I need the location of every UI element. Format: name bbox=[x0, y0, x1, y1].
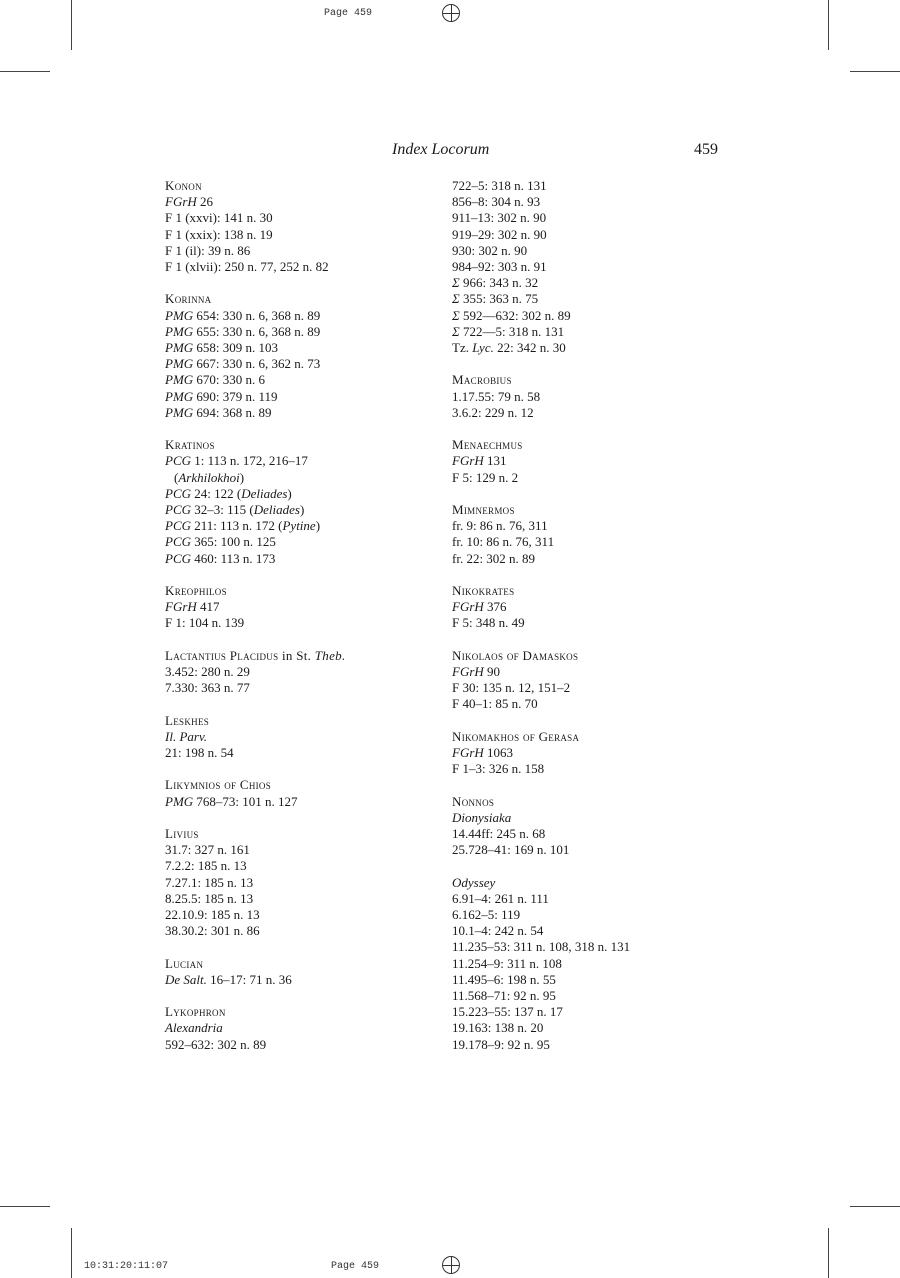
citation-segment: fr. 10: 86 n. 76, 311 bbox=[452, 534, 555, 550]
citation-segment: F 1 (xxix): 138 n. 19 bbox=[165, 226, 273, 242]
citation-italic-segment: Σ bbox=[452, 291, 460, 307]
index-column-right bbox=[452, 178, 752, 1069]
index-entry bbox=[452, 729, 752, 778]
index-citation-line bbox=[165, 729, 435, 745]
index-citation-line bbox=[165, 875, 435, 891]
citation-italic-segment: PMG bbox=[165, 388, 194, 404]
index-entry bbox=[165, 178, 435, 275]
index-entry-heading bbox=[165, 178, 435, 194]
heading-suffix-segment: in St. bbox=[278, 647, 315, 663]
print-timestamp: 10:31:20:11:07 bbox=[84, 1261, 169, 1272]
citation-segment: ) bbox=[287, 485, 292, 501]
citation-italic-segment: PMG bbox=[165, 307, 194, 323]
index-citation-line bbox=[165, 664, 435, 680]
citation-segment: F 1: 104 n. 139 bbox=[165, 615, 245, 631]
index-citation-line bbox=[165, 1020, 435, 1036]
citation-segment: 22.10.9: 185 n. 13 bbox=[165, 907, 260, 923]
citation-segment: 722–5: 318 n. 131 bbox=[452, 178, 547, 193]
citation-segment: F 1 (il): 39 n. 86 bbox=[165, 242, 251, 258]
index-entry bbox=[165, 291, 435, 421]
citation-segment: 911–13: 302 n. 90 bbox=[452, 210, 547, 226]
citation-segment: ( bbox=[174, 469, 179, 485]
citation-italic-segment: PMG bbox=[165, 404, 194, 420]
index-citation-line bbox=[165, 372, 435, 388]
citation-segment: 11.495–6: 198 n. 55 bbox=[452, 971, 556, 987]
citation-italic-segment: Odyssey bbox=[452, 874, 496, 890]
index-citation-line bbox=[452, 470, 752, 486]
citation-segment: 24: 122 ( bbox=[191, 485, 242, 501]
citation-italic-segment: FGrH bbox=[165, 599, 197, 615]
heading-name: Lykophron bbox=[165, 1004, 226, 1020]
heading-name: Kratinos bbox=[165, 437, 215, 453]
citation-segment: 14.44ff: 245 n. 68 bbox=[452, 826, 546, 842]
index-citation-line bbox=[452, 680, 752, 696]
index-citation-line bbox=[452, 599, 752, 615]
index-entry-heading bbox=[452, 502, 752, 518]
index-citation-line bbox=[452, 826, 752, 842]
index-entry-heading bbox=[165, 826, 435, 842]
citation-segment: 211: 113 n. 172 ( bbox=[191, 518, 283, 534]
index-citation-line bbox=[165, 794, 435, 810]
index-citation-line bbox=[452, 291, 752, 307]
index-citation-line bbox=[452, 615, 752, 631]
heading-name: Lactantius Placidus bbox=[165, 647, 279, 663]
heading-suffix-segment: Theb. bbox=[314, 647, 346, 663]
index-citation-line bbox=[165, 502, 435, 518]
heading-name: Leskhes bbox=[165, 712, 210, 728]
index-citation-line bbox=[452, 405, 752, 421]
index-entry bbox=[165, 956, 435, 988]
citation-segment: 25.728–41: 169 n. 101 bbox=[452, 842, 570, 858]
citation-segment: fr. 22: 302 n. 89 bbox=[452, 550, 536, 566]
citation-segment: 658: 309 n. 103 bbox=[193, 340, 279, 356]
citation-segment: 6.91–4: 261 n. 111 bbox=[452, 890, 549, 906]
heading-name: Nikokrates bbox=[452, 583, 515, 599]
index-entry bbox=[165, 713, 435, 762]
index-entry-heading bbox=[165, 583, 435, 599]
index-citation-line bbox=[452, 227, 752, 243]
heading-name: Konon bbox=[165, 178, 202, 193]
index-entry-heading bbox=[165, 648, 435, 664]
index-citation-line bbox=[452, 1020, 752, 1036]
index-citation-line bbox=[165, 389, 435, 405]
citation-segment: 460: 113 n. 173 bbox=[191, 550, 276, 566]
index-entry bbox=[165, 1004, 435, 1053]
index-citation-line bbox=[452, 534, 752, 550]
index-citation-line bbox=[165, 324, 435, 340]
citation-segment: 3.452: 280 n. 29 bbox=[165, 664, 250, 680]
index-citation-line bbox=[165, 745, 435, 761]
citation-segment: 655: 330 n. 6, 368 n. 89 bbox=[193, 323, 321, 339]
citation-segment: 7.330: 363 n. 77 bbox=[165, 680, 250, 696]
index-citation-line bbox=[165, 259, 435, 275]
index-entry bbox=[165, 648, 435, 697]
index-citation-line bbox=[165, 194, 435, 210]
crop-mark bbox=[828, 0, 829, 50]
crop-mark bbox=[71, 0, 72, 50]
index-entry bbox=[452, 437, 752, 486]
index-entry bbox=[452, 648, 752, 713]
crop-mark bbox=[0, 71, 50, 72]
index-citation-line bbox=[452, 340, 752, 356]
index-citation-line bbox=[452, 1037, 752, 1053]
index-citation-line bbox=[165, 972, 435, 988]
index-citation-line bbox=[452, 696, 752, 712]
heading-name: Lucian bbox=[165, 955, 204, 971]
citation-segment: 90 bbox=[483, 664, 501, 680]
index-citation-line bbox=[165, 1037, 435, 1053]
index-citation-line bbox=[165, 842, 435, 858]
index-citation-line bbox=[165, 210, 435, 226]
index-citation-line bbox=[165, 308, 435, 324]
citation-segment: Tz. bbox=[452, 340, 473, 356]
citation-segment: 1063 bbox=[483, 745, 514, 761]
citation-italic-segment: PCG bbox=[165, 502, 191, 518]
index-entry bbox=[452, 794, 752, 859]
index-citation-line bbox=[165, 486, 435, 502]
index-citation-line bbox=[452, 972, 752, 988]
index-entry bbox=[452, 875, 752, 1053]
citation-italic-segment: Σ bbox=[452, 275, 460, 291]
index-citation-line bbox=[452, 745, 752, 761]
citation-segment: 11.235–53: 311 n. 108, 318 n. 131 bbox=[452, 939, 631, 955]
index-entry-heading bbox=[165, 1004, 435, 1020]
index-column-left bbox=[165, 178, 435, 1069]
citation-italic-segment: FGrH bbox=[452, 664, 484, 680]
citation-italic-segment: PCG bbox=[165, 453, 191, 469]
index-citation-line bbox=[452, 389, 752, 405]
registration-mark-icon bbox=[442, 4, 460, 22]
citation-segment: ) bbox=[239, 469, 245, 485]
index-citation-line bbox=[452, 988, 752, 1004]
citation-italic-segment: Il. Parv. bbox=[165, 728, 207, 744]
index-citation-line bbox=[452, 453, 752, 469]
print-page-label-top: Page 459 bbox=[324, 8, 373, 19]
index-entry bbox=[452, 178, 752, 356]
index-citation-line bbox=[165, 227, 435, 243]
citation-segment: 768–73: 101 n. 127 bbox=[193, 793, 298, 809]
citation-segment: F 5: 348 n. 49 bbox=[452, 615, 525, 631]
citation-italic-segment: Σ bbox=[452, 307, 460, 323]
citation-italic-segment: Deliades bbox=[241, 485, 288, 501]
index-entry bbox=[165, 437, 435, 567]
index-entry-heading bbox=[452, 372, 752, 388]
index-citation-line bbox=[165, 615, 435, 631]
index-citation-line bbox=[452, 275, 752, 291]
citation-segment: 6.162–5: 119 bbox=[452, 907, 521, 923]
index-citation-line bbox=[165, 907, 435, 923]
index-entry-heading bbox=[165, 713, 435, 729]
index-citation-line bbox=[452, 761, 752, 777]
heading-name: Livius bbox=[165, 826, 199, 842]
index-citation-line bbox=[165, 551, 435, 567]
index-citation-line bbox=[452, 178, 752, 194]
citation-italic-segment: Lyc. bbox=[472, 340, 494, 356]
citation-segment: 10.1–4: 242 n. 54 bbox=[452, 923, 544, 939]
page-number: 459 bbox=[694, 141, 718, 158]
citation-segment: fr. 9: 86 n. 76, 311 bbox=[452, 518, 548, 534]
citation-segment: 32–3: 115 ( bbox=[191, 502, 254, 518]
citation-segment: 11.254–9: 311 n. 108 bbox=[452, 955, 562, 971]
citation-segment: F 1 (xxvi): 141 n. 30 bbox=[165, 210, 273, 226]
citation-segment: 919–29: 302 n. 90 bbox=[452, 226, 547, 242]
index-citation-line bbox=[165, 405, 435, 421]
index-entry-heading bbox=[165, 956, 435, 972]
citation-segment: 7.2.2: 185 n. 13 bbox=[165, 858, 247, 874]
index-citation-line bbox=[452, 907, 752, 923]
index-citation-line bbox=[165, 891, 435, 907]
index-entry-heading bbox=[452, 437, 752, 453]
citation-segment: 16–17: 71 n. 36 bbox=[206, 971, 292, 987]
citation-segment: 19.163: 138 n. 20 bbox=[452, 1020, 544, 1036]
citation-italic-segment: PCG bbox=[165, 534, 191, 550]
index-entry bbox=[452, 502, 752, 567]
citation-segment: 984–92: 303 n. 91 bbox=[452, 259, 547, 275]
citation-italic-segment: Alexandria bbox=[165, 1020, 223, 1036]
citation-italic-segment: FGrH bbox=[452, 599, 484, 615]
citation-italic-segment: PMG bbox=[165, 356, 194, 372]
index-citation-line bbox=[452, 324, 752, 340]
index-entry bbox=[165, 583, 435, 632]
citation-segment: 22: 342 n. 30 bbox=[493, 340, 566, 356]
citation-segment: 3.6.2: 229 n. 12 bbox=[452, 404, 534, 420]
citation-segment: ) bbox=[315, 518, 321, 534]
citation-segment: 355: 363 n. 75 bbox=[459, 291, 539, 307]
citation-italic-segment: Dionysiaka bbox=[452, 809, 512, 825]
citation-segment: 365: 100 n. 125 bbox=[191, 534, 276, 550]
index-citation-line bbox=[452, 939, 752, 955]
index-entry bbox=[165, 826, 435, 939]
crop-mark bbox=[850, 1206, 900, 1207]
index-entry-heading bbox=[165, 437, 435, 453]
citation-segment: 856–8: 304 n. 93 bbox=[452, 194, 541, 210]
index-citation-line bbox=[452, 810, 752, 826]
citation-segment: 8.25.5: 185 n. 13 bbox=[165, 890, 254, 906]
citation-segment: 31.7: 327 n. 161 bbox=[165, 842, 250, 858]
citation-segment: 670: 330 n. 6 bbox=[193, 372, 266, 388]
index-citation-line bbox=[165, 453, 435, 469]
citation-italic-segment: PMG bbox=[165, 323, 194, 339]
citation-segment: 7.27.1: 185 n. 13 bbox=[165, 874, 254, 890]
citation-segment: 654: 330 n. 6, 368 n. 89 bbox=[193, 307, 321, 323]
index-citation-line bbox=[452, 259, 752, 275]
citation-segment: 15.223–55: 137 n. 17 bbox=[452, 1004, 563, 1020]
citation-segment: 592–632: 302 n. 89 bbox=[165, 1036, 267, 1052]
citation-italic-segment: Pytine bbox=[282, 518, 316, 534]
citation-segment: 722—5: 318 n. 131 bbox=[459, 323, 565, 339]
citation-segment: 1: 113 n. 172, 216–17 bbox=[191, 453, 308, 469]
crop-mark bbox=[828, 1228, 829, 1278]
index-citation-line bbox=[452, 1004, 752, 1020]
citation-segment: ) bbox=[299, 502, 305, 518]
citation-italic-segment: PMG bbox=[165, 372, 194, 388]
heading-name: Nonnos bbox=[452, 793, 495, 809]
citation-segment: 38.30.2: 301 n. 86 bbox=[165, 923, 260, 939]
citation-segment: 690: 379 n. 119 bbox=[193, 388, 278, 404]
citation-segment: 21: 198 n. 54 bbox=[165, 745, 234, 761]
crop-mark bbox=[0, 1206, 50, 1207]
heading-name: Macrobius bbox=[452, 372, 512, 388]
citation-italic-segment: FGrH bbox=[165, 194, 197, 210]
running-header-title: Index Locorum bbox=[392, 141, 490, 158]
index-citation-line bbox=[165, 534, 435, 550]
crop-mark bbox=[850, 71, 900, 72]
citation-segment: F 40–1: 85 n. 70 bbox=[452, 696, 538, 712]
index-entry bbox=[452, 583, 752, 632]
citation-italic-segment: PCG bbox=[165, 550, 191, 566]
index-entry-heading bbox=[452, 794, 752, 810]
heading-name: Nikomakhos of Gerasa bbox=[452, 728, 580, 744]
citation-segment: F 5: 129 n. 2 bbox=[452, 469, 519, 485]
citation-segment: 930: 302 n. 90 bbox=[452, 242, 528, 258]
index-citation-line bbox=[452, 551, 752, 567]
index-citation-line bbox=[165, 470, 435, 486]
heading-name: Nikolaos of Damaskos bbox=[452, 647, 579, 663]
citation-italic-segment: Deliades bbox=[253, 502, 300, 518]
index-citation-line bbox=[165, 680, 435, 696]
citation-italic-segment: PCG bbox=[165, 485, 191, 501]
print-page-label-bottom: Page 459 bbox=[331, 1261, 380, 1272]
registration-mark-icon bbox=[442, 1256, 460, 1274]
citation-segment: 19.178–9: 92 n. 95 bbox=[452, 1036, 550, 1052]
citation-italic-segment: Arkhilokhoi bbox=[178, 469, 240, 485]
heading-name: Likymnios of Chios bbox=[165, 777, 272, 793]
index-citation-line bbox=[452, 891, 752, 907]
citation-italic-segment: PMG bbox=[165, 340, 194, 356]
index-entry-heading bbox=[452, 648, 752, 664]
index-citation-line bbox=[165, 356, 435, 372]
index-citation-line bbox=[452, 956, 752, 972]
index-citation-line bbox=[452, 308, 752, 324]
citation-segment: 694: 368 n. 89 bbox=[193, 404, 272, 420]
citation-italic-segment: FGrH bbox=[452, 745, 484, 761]
heading-name: Korinna bbox=[165, 291, 212, 307]
index-citation-line bbox=[165, 599, 435, 615]
citation-segment: 592—632: 302 n. 89 bbox=[459, 307, 571, 323]
citation-segment: 1.17.55: 79 n. 58 bbox=[452, 388, 541, 404]
crop-mark bbox=[71, 1228, 72, 1278]
citation-segment: F 1 (xlvii): 250 n. 77, 252 n. 82 bbox=[165, 259, 329, 275]
citation-italic-segment: FGrH bbox=[452, 453, 484, 469]
index-citation-line bbox=[452, 210, 752, 226]
index-citation-line bbox=[452, 923, 752, 939]
index-citation-line bbox=[452, 243, 752, 259]
index-citation-line bbox=[452, 842, 752, 858]
citation-italic-segment: PMG bbox=[165, 793, 194, 809]
citation-segment: F 1–3: 326 n. 158 bbox=[452, 761, 545, 777]
citation-segment: 667: 330 n. 6, 362 n. 73 bbox=[193, 356, 321, 372]
index-entry-heading bbox=[165, 291, 435, 307]
index-citation-line bbox=[452, 664, 752, 680]
index-entry bbox=[452, 372, 752, 421]
index-citation-line bbox=[165, 243, 435, 259]
index-citation-line bbox=[165, 340, 435, 356]
citation-segment: 376 bbox=[483, 599, 507, 615]
index-citation-line bbox=[165, 923, 435, 939]
index-entry bbox=[165, 777, 435, 809]
citation-segment: 11.568–71: 92 n. 95 bbox=[452, 988, 556, 1004]
citation-segment: 417 bbox=[196, 599, 220, 615]
citation-italic-segment: PCG bbox=[165, 518, 191, 534]
index-entry-heading bbox=[165, 777, 435, 793]
heading-name: Menaechmus bbox=[452, 437, 523, 453]
citation-italic-segment: Σ bbox=[452, 323, 460, 339]
index-citation-line bbox=[452, 194, 752, 210]
heading-name: Mimnermos bbox=[452, 502, 515, 518]
citation-italic-segment: De Salt. bbox=[165, 971, 207, 987]
citation-segment: 966: 343 n. 32 bbox=[459, 275, 539, 291]
index-citation-line bbox=[165, 518, 435, 534]
index-entry-heading bbox=[452, 729, 752, 745]
citation-segment: 131 bbox=[483, 453, 507, 469]
index-entry-heading bbox=[452, 583, 752, 599]
citation-segment: 26 bbox=[196, 194, 214, 210]
citation-segment: F 30: 135 n. 12, 151–2 bbox=[452, 680, 571, 696]
heading-name: Kreophilos bbox=[165, 583, 227, 599]
index-citation-line bbox=[452, 518, 752, 534]
index-citation-line bbox=[452, 875, 752, 891]
index-citation-line bbox=[165, 858, 435, 874]
